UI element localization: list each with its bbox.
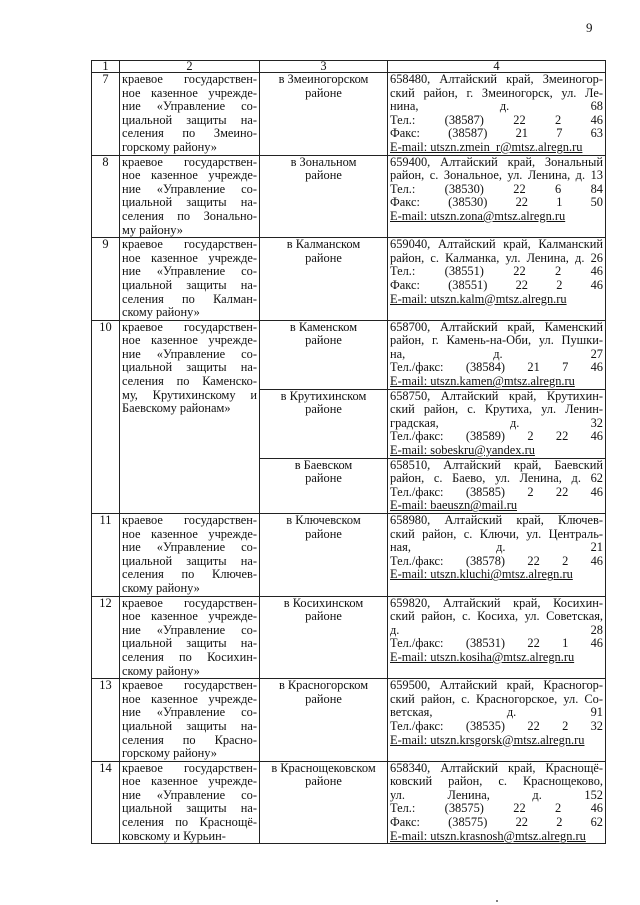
contact-line: Тел./факс: (38578) 22 2 46 (390, 554, 603, 568)
contact-line: ная, д. 21 (390, 541, 603, 555)
contact-line: д. 28 (390, 623, 603, 637)
contact-cell (388, 458, 606, 513)
organization-line: ное казенное учрежде- (122, 169, 257, 183)
organization-line: ное казенное учрежде- (122, 775, 257, 789)
organization-line: скому району» (122, 581, 200, 595)
row-number: 12 (92, 596, 120, 679)
district-cell (260, 514, 388, 597)
district-cell (260, 679, 388, 762)
contact-cell (388, 761, 606, 844)
table-row (92, 679, 606, 762)
contact-line: E-mail: utszn.kluchi@mtsz.alregn.ru (390, 568, 573, 582)
contact-line: 658510, Алтайский край, Баевский (390, 458, 603, 472)
organization-line: Баевскому районам» (122, 402, 231, 416)
district-line: районе (305, 251, 342, 265)
organization-line: краевое государствен- (122, 761, 257, 775)
district-cell (260, 238, 388, 321)
contact-line: ский район, с. Красногорское, ул. Со- (390, 692, 603, 706)
contact-line: E-mail: utszn.krsgorsk@mtsz.alregn.ru (390, 733, 585, 747)
organization-line: ное казенное учрежде- (122, 610, 257, 624)
organization-line: циальной защиты на- (122, 361, 257, 375)
table-row (92, 514, 606, 597)
organization-line: ние «Управление со- (122, 182, 257, 196)
district-line: районе (305, 610, 342, 624)
organization-line: ние «Управление со- (122, 623, 257, 637)
table-row (92, 73, 606, 156)
organization-line: селения по Змеино- (122, 127, 257, 141)
contact-line: 659500, Алтайский край, Красногор- (390, 679, 603, 693)
district-cell (260, 761, 388, 844)
district-cell (260, 73, 388, 156)
contact-line: 659400, Алтайский край, Зональный (390, 155, 603, 169)
header-cell-1: 1 (92, 61, 120, 73)
organization-line: селения по Косихин- (122, 650, 257, 664)
contact-line: ский район, с. Крутиха, ул. Ленин- (390, 403, 603, 417)
organization-cell (120, 155, 260, 238)
organization-line: скому району» (122, 664, 200, 678)
district-line: в Красногорском (278, 679, 369, 693)
contact-line: Тел.: (38551) 22 2 46 (390, 265, 603, 279)
contact-line: 659820, Алтайский край, Косихин- (390, 596, 603, 610)
organization-line: ное казенное учрежде- (122, 86, 257, 100)
organization-line: ное казенное учрежде- (122, 251, 257, 265)
organization-line: ние «Управление со- (122, 265, 257, 279)
contact-line: Тел.: (38575) 22 2 46 (390, 802, 603, 816)
organization-cell (120, 320, 260, 513)
contact-line: район, с. Зональное, ул. Ленина, д. 13 (390, 169, 603, 183)
contact-cell (388, 73, 606, 156)
organization-cell (120, 73, 260, 156)
organization-line: циальной защиты на- (122, 554, 257, 568)
contact-line: Тел./факс: (38584) 21 7 46 (390, 361, 603, 375)
contact-cell (388, 155, 606, 238)
contact-cell (388, 389, 606, 458)
contact-line: Факс: (38551) 22 2 46 (390, 278, 603, 292)
district-line: в Крутихинском (280, 389, 367, 403)
organization-line: горскому району» (122, 140, 217, 154)
district-line: в Краснощековском (271, 761, 376, 775)
organization-line: краевое государствен- (122, 596, 257, 610)
organization-line: краевое государствен- (122, 320, 257, 334)
contact-line: Тел./факс: (38585) 2 22 46 (390, 485, 603, 499)
contact-line: 659040, Алтайский край, Калманский (390, 238, 603, 252)
district-line: районе (305, 692, 342, 706)
contact-cell (388, 679, 606, 762)
contact-cell (388, 238, 606, 321)
contact-line: ский район, с. Косиха, ул. Советская, (390, 610, 603, 624)
organization-line: ковскому и Курьин- (122, 829, 226, 843)
organization-line: скому району» (122, 306, 200, 320)
contact-cell (388, 514, 606, 597)
organization-line: ние «Управление со- (122, 347, 257, 361)
contact-line: Тел./факс: (38535) 22 2 32 (390, 719, 603, 733)
organization-line: селения по Краснощё- (122, 816, 257, 830)
contact-line: E-mail: utszn.kalm@mtsz.alregn.ru (390, 292, 567, 306)
district-cell (260, 458, 388, 513)
header-cell-4: 4 (388, 61, 606, 73)
organization-line: ние «Управление со- (122, 788, 257, 802)
organization-line: краевое государствен- (122, 155, 257, 169)
district-cell (260, 389, 388, 458)
contact-line: район, г. Камень-на-Оби, ул. Пушки- (390, 334, 603, 348)
header-cell-2: 2 (120, 61, 260, 73)
contact-line: ветская, д. 91 (390, 706, 603, 720)
contact-line: Тел.: (38530) 22 6 84 (390, 182, 603, 196)
table-row (92, 596, 606, 679)
contact-line: Тел.: (38587) 22 2 46 (390, 113, 603, 127)
scan-speck (496, 900, 498, 902)
organization-line: селения по Зонально- (122, 209, 257, 223)
district-line: районе (305, 169, 342, 183)
organization-line: ное казенное учрежде- (122, 692, 257, 706)
row-number: 13 (92, 679, 120, 762)
contact-line: 658340, Алтайский край, Краснощё- (390, 761, 603, 775)
contact-line: 658480, Алтайский край, Змеиногор- (390, 73, 603, 86)
district-cell (260, 596, 388, 679)
organization-line: горскому району» (122, 747, 217, 761)
organization-line: ное казенное учрежде- (122, 334, 257, 348)
district-line: в Ключевском (286, 514, 361, 527)
header-row (92, 61, 606, 73)
organization-cell (120, 514, 260, 597)
row-number: 11 (92, 514, 120, 597)
contact-line: ский район, г. Змеиногорск, ул. Ле- (390, 86, 603, 100)
district-line: районе (305, 527, 342, 541)
contact-line: нина, д. 68 (390, 100, 603, 114)
contact-line: на, д. 27 (390, 347, 603, 361)
district-cell (260, 155, 388, 238)
district-line: в Косихинском (283, 596, 364, 610)
contact-line: 658750, Алтайский край, Крутихин- (390, 389, 603, 403)
organization-line: ние «Управление со- (122, 706, 257, 720)
organization-line: циальной защиты на- (122, 637, 257, 651)
page-number: 9 (586, 20, 593, 35)
district-line: в Калманском (286, 238, 361, 252)
contact-line: E-mail: utszn.kamen@mtsz.alregn.ru (390, 375, 575, 389)
organization-line: циальной защиты на- (122, 802, 257, 816)
organization-line: краевое государствен- (122, 514, 257, 527)
district-line: районе (305, 472, 342, 486)
organization-line: циальной защиты на- (122, 719, 257, 733)
organization-cell (120, 679, 260, 762)
organization-line: селения по Калман- (122, 292, 257, 306)
contact-line: ковский район, с. Краснощеково, (390, 775, 603, 789)
organization-line: краевое государствен- (122, 679, 257, 693)
district-line: в Змеиногорском (278, 73, 369, 86)
header-cell-3: 3 (260, 61, 388, 73)
organization-line: краевое государствен- (122, 238, 257, 252)
contact-line: Факс: (38587) 21 7 63 (390, 127, 603, 141)
contact-line: E-mail: utszn.zona@mtsz.alregn.ru (390, 209, 566, 223)
contact-line: E-mail: utszn.kosiha@mtsz.alregn.ru (390, 650, 575, 664)
contact-line: 658700, Алтайский край, Каменский (390, 320, 603, 334)
organization-line: селения по Ключев- (122, 568, 257, 582)
contact-line: градская, д. 32 (390, 416, 603, 430)
organization-line: краевое государствен- (122, 73, 257, 86)
contact-line: Тел./факс: (38589) 2 22 46 (390, 430, 603, 444)
contact-line: E-mail: utszn.zmein_r@mtsz.alregn.ru (390, 140, 583, 154)
contact-line: ул. Ленина, д. 152 (390, 788, 603, 802)
organization-line: циальной защиты на- (122, 278, 257, 292)
organization-line: селения по Красно- (122, 733, 257, 747)
district-cell (260, 320, 388, 389)
district-line: районе (305, 403, 342, 417)
organization-line: му, Крутихинскому и (122, 388, 257, 402)
table-body (92, 73, 606, 844)
organization-line: циальной защиты на- (122, 113, 257, 127)
contact-line: Тел./факс: (38531) 22 1 46 (390, 637, 603, 651)
organization-line: му району» (122, 223, 183, 237)
district-line: в Зональном (290, 155, 357, 169)
contact-line: район, с. Калманка, ул. Ленина, д. 26 (390, 251, 603, 265)
organization-cell (120, 761, 260, 844)
district-line: в Каменском (289, 320, 358, 334)
row-number: 14 (92, 761, 120, 844)
table-row (92, 761, 606, 844)
contact-line: E-mail: baeuszn@mail.ru (390, 499, 518, 513)
organization-line: селения по Каменско- (122, 375, 257, 389)
district-line: в Баевском (294, 458, 353, 472)
contact-line: E-mail: sobeskru@yandex.ru (390, 444, 535, 458)
organization-cell (120, 596, 260, 679)
contact-line: Факс: (38575) 22 2 62 (390, 816, 603, 830)
contact-cell (388, 320, 606, 389)
organization-cell (120, 238, 260, 321)
district-line: районе (305, 775, 342, 789)
table-row (92, 155, 606, 238)
district-line: районе (305, 334, 342, 348)
organization-line: ние «Управление со- (122, 541, 257, 555)
organization-line: ное казенное учрежде- (122, 527, 257, 541)
table-row (92, 320, 606, 389)
row-number: 9 (92, 238, 120, 321)
table-row (92, 238, 606, 321)
row-number: 7 (92, 73, 120, 156)
contact-line: ский район, с. Ключи, ул. Централь- (390, 527, 603, 541)
contact-cell (388, 596, 606, 679)
contact-line: Факс: (38530) 22 1 50 (390, 196, 603, 210)
organization-line: циальной защиты на- (122, 196, 257, 210)
institutions-table (91, 60, 606, 844)
row-number: 8 (92, 155, 120, 238)
contact-line: E-mail: utszn.krasnosh@mtsz.alregn.ru (390, 829, 586, 843)
organization-line: ние «Управление со- (122, 100, 257, 114)
contact-line: 658980, Алтайский край, Ключев- (390, 514, 603, 527)
district-line: районе (305, 86, 342, 100)
row-number: 10 (92, 320, 120, 513)
contact-line: район, с. Баево, ул. Ленина, д. 62 (390, 472, 603, 486)
